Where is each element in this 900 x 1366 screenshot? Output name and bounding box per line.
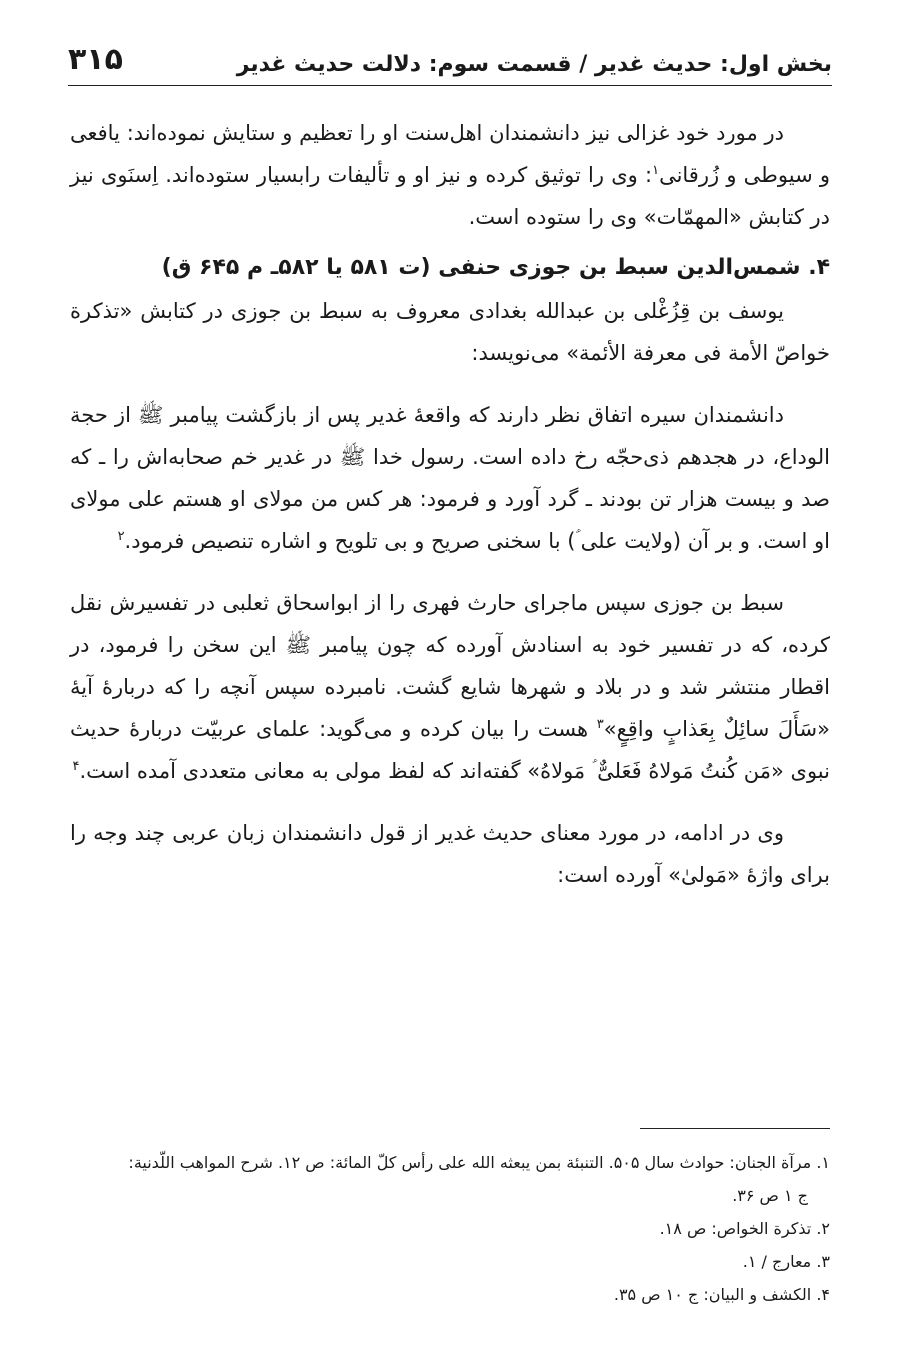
footnote-ref-4: ۴ — [72, 759, 80, 774]
paragraph-intro-sibt: یوسف بن قِزُغْلی بن عبدالله بغدادی معروف به سبط بن جوزی در کتابش «تذکرة خواصّ الأمة فی معرفة الأئمة» می‌نویسد: — [70, 299, 830, 365]
paragraph-text: در مورد خود غزالی نیز دانشمندان اهل‌سنت او را تعظیم و ستایش نموده‌اند: یافعی و سیوطی و زُرقانی — [70, 121, 831, 187]
footnote-3: ۳. معارج / ۱. — [742, 1252, 830, 1271]
paragraph-harith-fihri — [70, 582, 830, 792]
section-heading-sibt-ibn-jawzi: ۴. شمس‌الدین سبط بن جوزی حنفی (ت ۵۸۱ یا ۵۸۲ـ م ۶۴۵ ق) — [161, 255, 830, 280]
footnote-text: ۱. مرآة الجنان: حوادث سال ۵۰۵. التنبئة بمن یبعثه الله علی رأس کلّ المائة: ص ۱۲. شرح المواهب اللّدنیة: — [128, 1153, 830, 1172]
footnote-1 — [70, 1146, 830, 1212]
footnote-ref-2: ۲ — [117, 529, 125, 544]
footnote-divider — [640, 1128, 830, 1129]
running-header-title: بخش اول: حدیث غدیر / قسمت سوم: دلالت حدیث غدیر — [236, 52, 832, 77]
footnotes-section — [70, 1146, 830, 1311]
running-header — [68, 38, 832, 86]
paragraph-ghazali-praise — [70, 112, 830, 238]
paragraph-text-part-a: سبط بن جوزی سپس ماجرای حارث فهری را از ابواسحاق ثعلبی در تفسیرش نقل کرده، که در تفسیر خود به اسنادش آورده که چون پیامبر ﷺ این سخن را فرمود، در اقطار منتشر شد و در بلاد و شهرها شایع گشت. نامبرده سپس آنچه را که دربارهٔ آیهٔ «سَأَلَ سائِلٌ بِعَذابٍ واقِعٍ» — [70, 591, 830, 741]
footnote-ref-3: ۳ — [596, 717, 604, 732]
footnote-continuation: ج ۱ ص ۳۶. — [732, 1186, 808, 1205]
paragraph-text-rest: : وی را توثیق کرده و نیز او و تألیفات رابسیار ستوده‌اند. اِسنَوی نیز در کتابش «المهمّات» وی را ستوده است. — [70, 163, 830, 229]
quote-text: دانشمندان سیره اتفاق نظر دارند که واقعهٔ غدیر پس از بازگشت پیامبر ﷺ از حجة الوداع، در هجدهم ذی‌حجّه رخ داده است. رسول خدا ﷺ در غدیر خم صحابه‌اش را ـ که صد و بیست هزار تن بودند ـ گرد آورد و فرمود: هر کس من مولای او هستم علی مولای او است. و بر آن (ولایت علی ؑ) با سخنی صریح و بی تلویح و اشاره تنصیص فرمود. — [70, 403, 830, 553]
quoted-passage — [70, 394, 830, 562]
footnote-2: ۲. تذکرة الخواص: ص ۱۸. — [659, 1219, 830, 1238]
footnote-4: ۴. الکشف و البیان: ج ۱۰ ص ۳۵. — [613, 1285, 830, 1304]
paragraph-text-part-b: هست را بیان کرده و می‌گوید: علمای عربیّت دربارهٔ حدیث نبوی «مَن کُنتُ مَولاهُ فَعَلیٌّ ؑ مَولاهُ» گفته‌اند که لفظ مولی به معانی متعددی آمده است. — [70, 717, 830, 783]
paragraph-mawla-meanings: وی در ادامه، در مورد معنای حدیث غدیر از قول دانشمندان زبان عربی چند وجه را برای واژهٔ «مَولیٰ» آورده است: — [70, 821, 830, 887]
page-body — [70, 112, 830, 896]
page-number: ۳۱۵ — [68, 42, 123, 77]
footnote-ref-1: ۱ — [652, 163, 660, 178]
